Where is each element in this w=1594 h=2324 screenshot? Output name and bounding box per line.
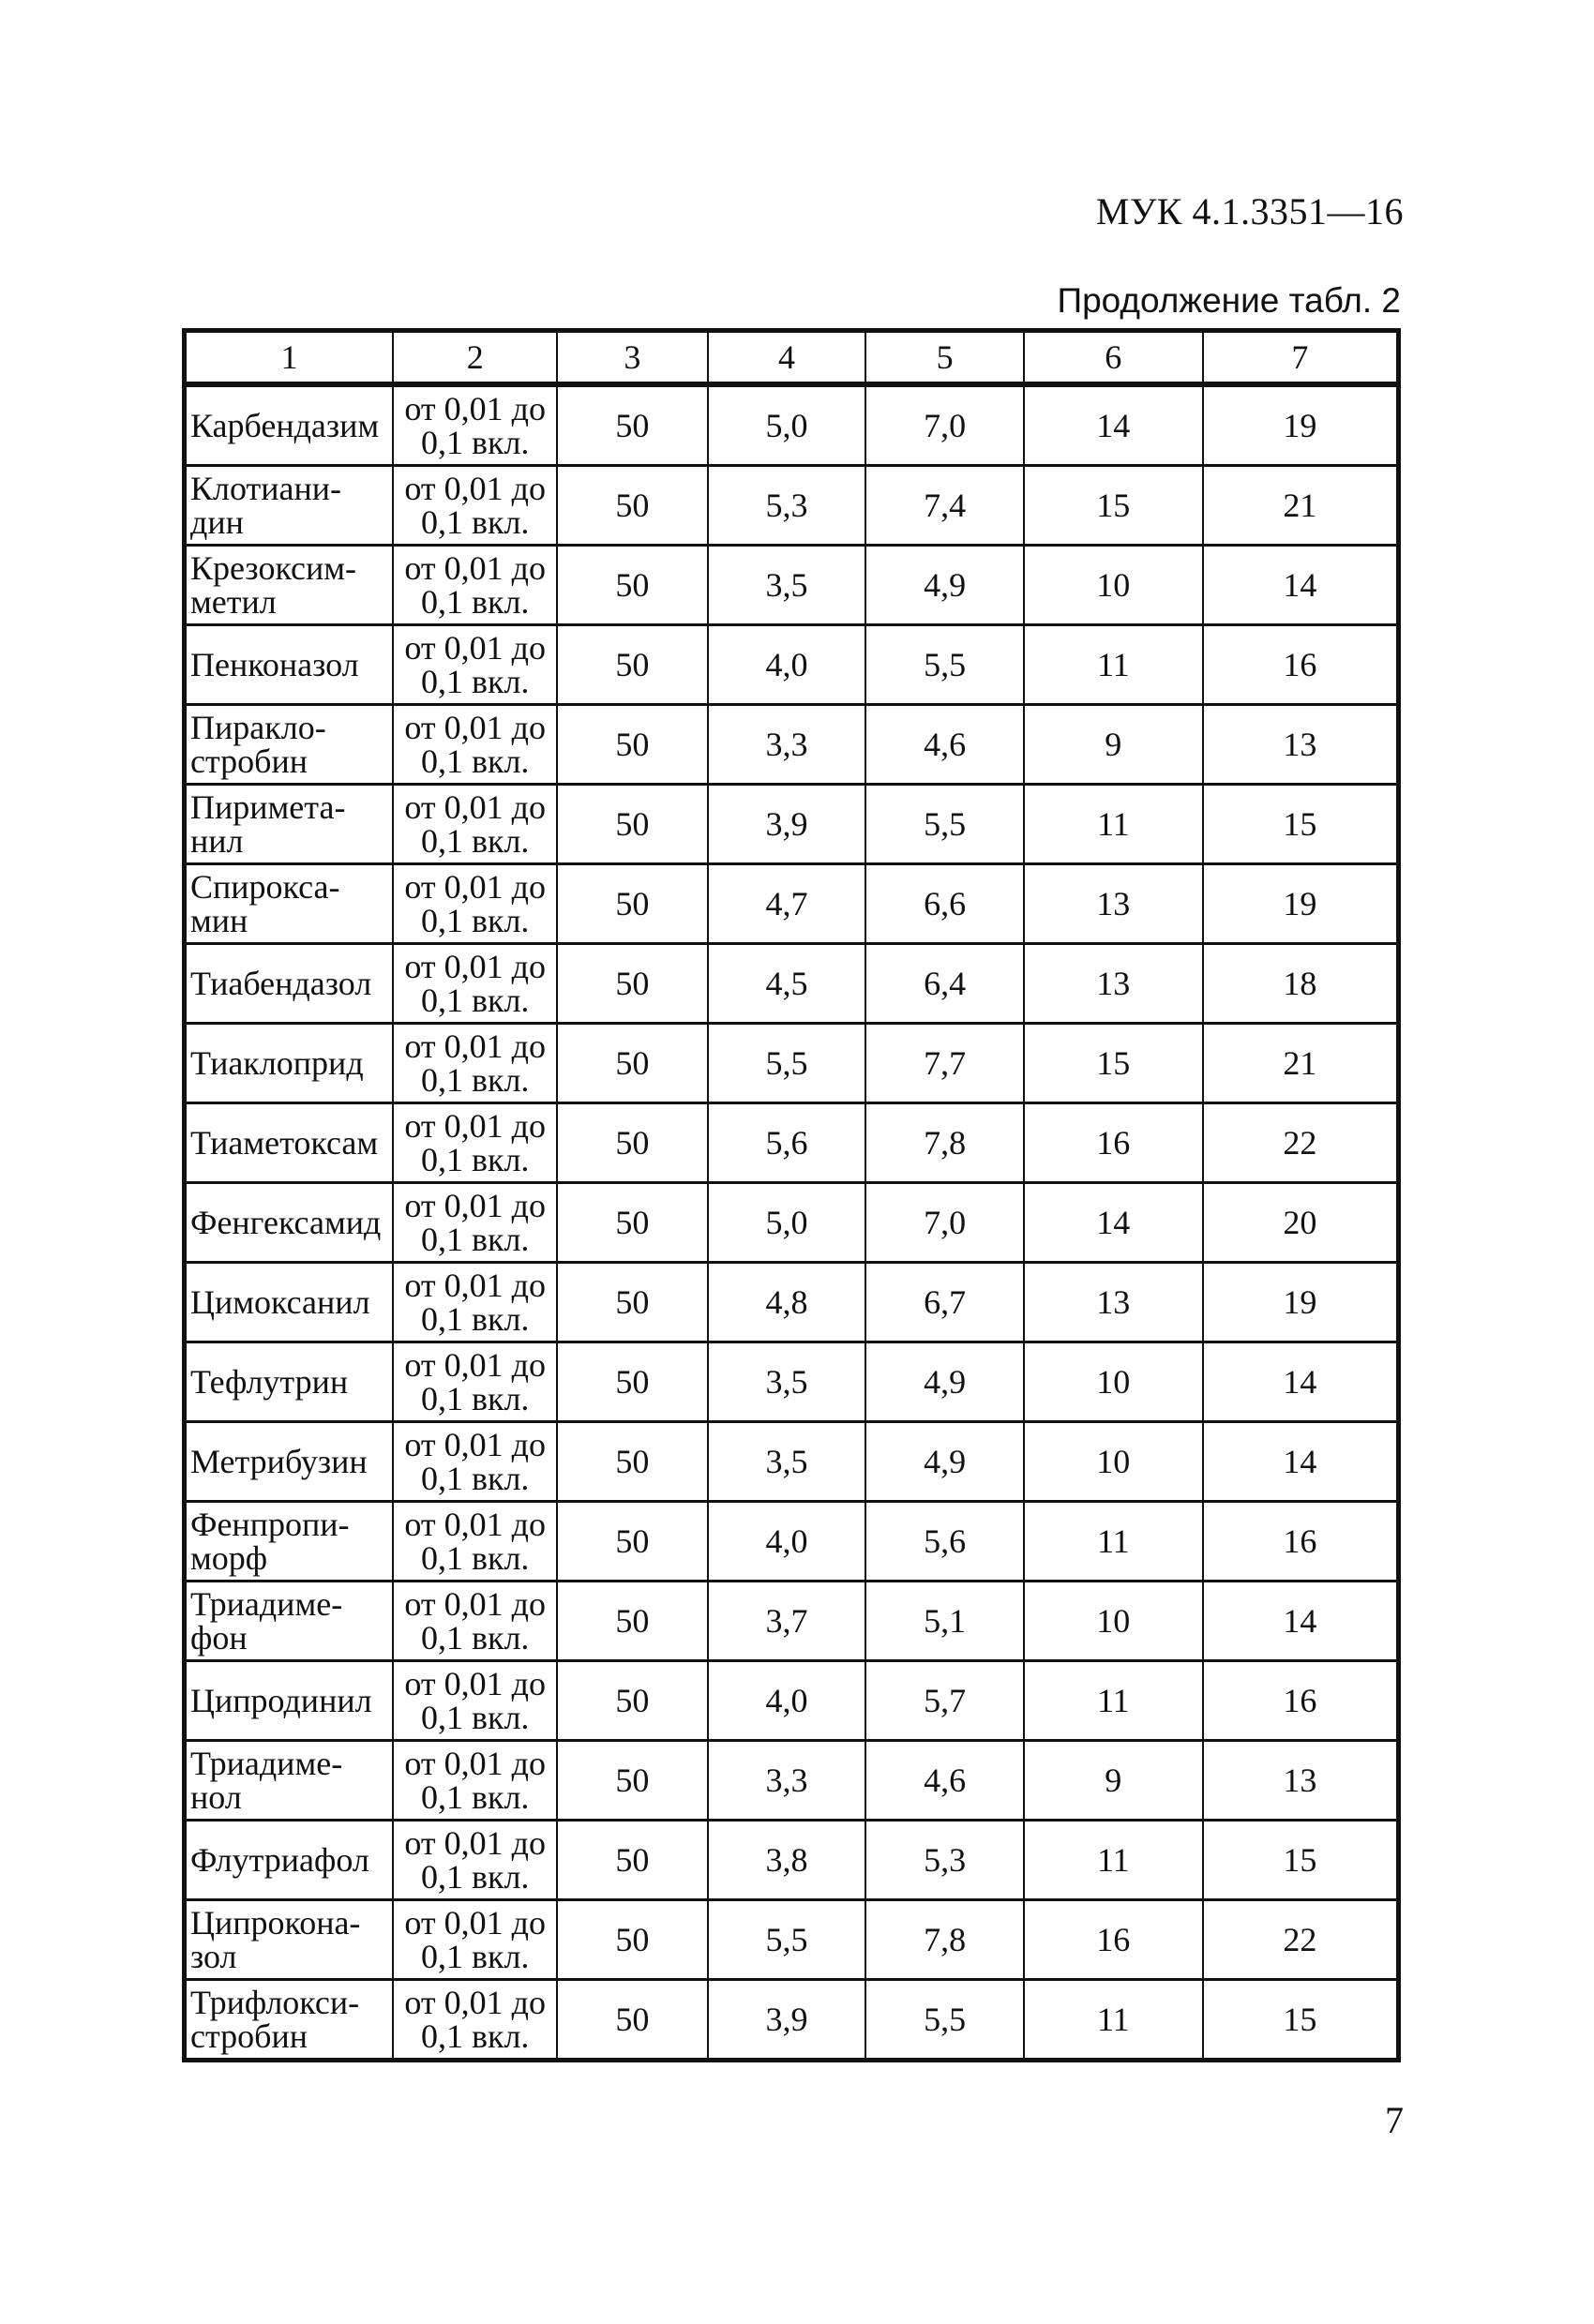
cell-col4: 3,3 [708,1741,866,1821]
table-row [185,864,1399,944]
cell-col4: 4,0 [708,1661,866,1741]
cell-col4: 3,7 [708,1582,866,1661]
table-row [185,1661,1399,1741]
cell-substance-name: Крезоксим- метил [185,546,394,625]
cell-range: от 0,01 до 0,1 вкл. [393,1263,557,1342]
cell-substance-name: Триадиме- нол [185,1741,394,1821]
table-row [185,384,1399,466]
cell-range: от 0,01 до 0,1 вкл. [393,1821,557,1900]
cell-col7: 22 [1203,1900,1399,1980]
table-row [185,1183,1399,1263]
cell-col5: 5,1 [865,1582,1024,1661]
cell-range: от 0,01 до 0,1 вкл. [393,864,557,944]
cell-substance-name: Триадиме- фон [185,1582,394,1661]
cell-col6: 11 [1024,1980,1203,2061]
cell-col5: 4,9 [865,546,1024,625]
cell-col3: 50 [557,1263,708,1342]
cell-range: от 0,01 до 0,1 вкл. [393,705,557,785]
cell-col7: 19 [1203,384,1399,466]
cell-col4: 4,5 [708,944,866,1024]
cell-range: от 0,01 до 0,1 вкл. [393,1661,557,1741]
cell-substance-name: Трифлокси- стробин [185,1980,394,2061]
table-row [185,546,1399,625]
table-row [185,1342,1399,1422]
cell-substance-name: Ципрокона- зол [185,1900,394,1980]
cell-col3: 50 [557,1741,708,1821]
cell-col4: 5,0 [708,384,866,466]
cell-col3: 50 [557,1103,708,1183]
column-header-7: 7 [1203,331,1399,385]
data-table [182,328,1401,2062]
cell-col5: 6,4 [865,944,1024,1024]
cell-col5: 6,7 [865,1263,1024,1342]
table-row [185,1582,1399,1661]
cell-col5: 7,4 [865,466,1024,546]
table-row [185,1024,1399,1103]
cell-col5: 7,8 [865,1900,1024,1980]
cell-col6: 15 [1024,466,1203,546]
cell-range: от 0,01 до 0,1 вкл. [393,1582,557,1661]
cell-col3: 50 [557,785,708,864]
cell-range: от 0,01 до 0,1 вкл. [393,1422,557,1502]
cell-col6: 14 [1024,384,1203,466]
cell-col3: 50 [557,1183,708,1263]
cell-col4: 5,5 [708,1024,866,1103]
cell-col3: 50 [557,1502,708,1582]
cell-col3: 50 [557,705,708,785]
cell-col3: 50 [557,1422,708,1502]
column-header-4: 4 [708,331,866,385]
cell-substance-name: Тиабендазол [185,944,394,1024]
cell-range: от 0,01 до 0,1 вкл. [393,625,557,705]
cell-col3: 50 [557,1821,708,1900]
cell-col7: 14 [1203,1582,1399,1661]
cell-range: от 0,01 до 0,1 вкл. [393,1342,557,1422]
cell-col4: 3,8 [708,1821,866,1900]
cell-col4: 4,8 [708,1263,866,1342]
cell-col5: 5,7 [865,1661,1024,1741]
cell-col4: 4,7 [708,864,866,944]
cell-col4: 3,5 [708,546,866,625]
cell-col7: 22 [1203,1103,1399,1183]
cell-col6: 13 [1024,944,1203,1024]
column-header-5: 5 [865,331,1024,385]
cell-col7: 13 [1203,1741,1399,1821]
cell-col5: 5,6 [865,1502,1024,1582]
cell-col4: 4,0 [708,625,866,705]
cell-col3: 50 [557,466,708,546]
cell-col4: 5,0 [708,1183,866,1263]
cell-col6: 11 [1024,1821,1203,1900]
cell-col7: 15 [1203,1821,1399,1900]
cell-col5: 5,5 [865,785,1024,864]
cell-col3: 50 [557,1900,708,1980]
page-number: 7 [1385,2099,1404,2141]
cell-col6: 15 [1024,1024,1203,1103]
cell-substance-name: Спирокса- мин [185,864,394,944]
cell-col7: 15 [1203,1980,1399,2061]
cell-col7: 14 [1203,1342,1399,1422]
cell-substance-name: Ципродинил [185,1661,394,1741]
cell-col7: 14 [1203,1422,1399,1502]
cell-col5: 7,8 [865,1103,1024,1183]
cell-substance-name: Карбендазим [185,384,394,466]
cell-col3: 50 [557,1980,708,2061]
cell-range: от 0,01 до 0,1 вкл. [393,1741,557,1821]
cell-col6: 9 [1024,705,1203,785]
cell-col7: 18 [1203,944,1399,1024]
cell-substance-name: Пиримета- нил [185,785,394,864]
cell-range: от 0,01 до 0,1 вкл. [393,384,557,466]
cell-substance-name: Тиаклоприд [185,1024,394,1103]
table-row [185,705,1399,785]
cell-col6: 9 [1024,1741,1203,1821]
cell-col3: 50 [557,384,708,466]
cell-range: от 0,01 до 0,1 вкл. [393,1103,557,1183]
cell-range: от 0,01 до 0,1 вкл. [393,1502,557,1582]
cell-col4: 3,9 [708,1980,866,2061]
cell-col3: 50 [557,864,708,944]
cell-substance-name: Фенгексамид [185,1183,394,1263]
cell-col4: 3,9 [708,785,866,864]
cell-col6: 16 [1024,1900,1203,1980]
cell-col6: 10 [1024,1422,1203,1502]
table-row [185,785,1399,864]
cell-col6: 13 [1024,864,1203,944]
cell-col5: 5,5 [865,1980,1024,2061]
table-header-row [185,331,1399,385]
cell-range: от 0,01 до 0,1 вкл. [393,546,557,625]
cell-col6: 16 [1024,1103,1203,1183]
cell-col4: 3,5 [708,1422,866,1502]
cell-col5: 7,0 [865,1183,1024,1263]
cell-col3: 50 [557,625,708,705]
cell-col5: 6,6 [865,864,1024,944]
cell-substance-name: Пенконазол [185,625,394,705]
cell-col5: 7,7 [865,1024,1024,1103]
table-row [185,1980,1399,2061]
cell-col6: 14 [1024,1183,1203,1263]
cell-range: от 0,01 до 0,1 вкл. [393,1900,557,1980]
table-row [185,1821,1399,1900]
cell-substance-name: Тиаметоксам [185,1103,394,1183]
table-row [185,1422,1399,1502]
cell-col7: 13 [1203,705,1399,785]
table-row [185,1741,1399,1821]
cell-col6: 10 [1024,1342,1203,1422]
cell-col4: 5,3 [708,466,866,546]
column-header-6: 6 [1024,331,1203,385]
cell-col5: 4,9 [865,1342,1024,1422]
cell-col6: 10 [1024,1582,1203,1661]
cell-col7: 15 [1203,785,1399,864]
table-row [185,1103,1399,1183]
cell-col7: 20 [1203,1183,1399,1263]
table-row [185,1263,1399,1342]
cell-col7: 16 [1203,625,1399,705]
cell-substance-name: Пиракло- стробин [185,705,394,785]
cell-col7: 19 [1203,864,1399,944]
column-header-3: 3 [557,331,708,385]
cell-col7: 16 [1203,1661,1399,1741]
table-row [185,1900,1399,1980]
table-body [185,384,1399,2061]
cell-col3: 50 [557,1342,708,1422]
table-row [185,466,1399,546]
table-caption: Продолжение табл. 2 [1057,281,1401,320]
cell-col4: 4,0 [708,1502,866,1582]
column-header-2: 2 [393,331,557,385]
cell-col6: 11 [1024,1661,1203,1741]
document-code: МУК 4.1.3351—16 [1095,190,1404,232]
cell-col3: 50 [557,944,708,1024]
cell-range: от 0,01 до 0,1 вкл. [393,1980,557,2061]
cell-substance-name: Цимоксанил [185,1263,394,1342]
cell-substance-name: Клотиани- дин [185,466,394,546]
cell-col6: 11 [1024,785,1203,864]
table-row [185,1502,1399,1582]
cell-range: от 0,01 до 0,1 вкл. [393,1183,557,1263]
cell-col3: 50 [557,546,708,625]
cell-range: от 0,01 до 0,1 вкл. [393,944,557,1024]
cell-col5: 4,6 [865,1741,1024,1821]
cell-col6: 13 [1024,1263,1203,1342]
cell-col6: 10 [1024,546,1203,625]
table-row [185,625,1399,705]
cell-range: от 0,01 до 0,1 вкл. [393,466,557,546]
cell-col7: 21 [1203,1024,1399,1103]
cell-range: от 0,01 до 0,1 вкл. [393,785,557,864]
cell-col5: 5,5 [865,625,1024,705]
cell-col4: 5,6 [708,1103,866,1183]
cell-col7: 14 [1203,546,1399,625]
cell-range: от 0,01 до 0,1 вкл. [393,1024,557,1103]
cell-substance-name: Флутриафол [185,1821,394,1900]
cell-col5: 4,9 [865,1422,1024,1502]
cell-col7: 16 [1203,1502,1399,1582]
cell-col6: 11 [1024,1502,1203,1582]
cell-substance-name: Тефлутрин [185,1342,394,1422]
cell-col5: 5,3 [865,1821,1024,1900]
cell-col4: 3,5 [708,1342,866,1422]
cell-substance-name: Метрибузин [185,1422,394,1502]
cell-col5: 4,6 [865,705,1024,785]
cell-col7: 19 [1203,1263,1399,1342]
cell-col4: 5,5 [708,1900,866,1980]
cell-col3: 50 [557,1582,708,1661]
column-header-1: 1 [185,331,394,385]
table-row [185,944,1399,1024]
cell-substance-name: Фенпропи- морф [185,1502,394,1582]
cell-col3: 50 [557,1661,708,1741]
cell-col3: 50 [557,1024,708,1103]
cell-col7: 21 [1203,466,1399,546]
cell-col4: 3,3 [708,705,866,785]
cell-col6: 11 [1024,625,1203,705]
cell-col5: 7,0 [865,384,1024,466]
